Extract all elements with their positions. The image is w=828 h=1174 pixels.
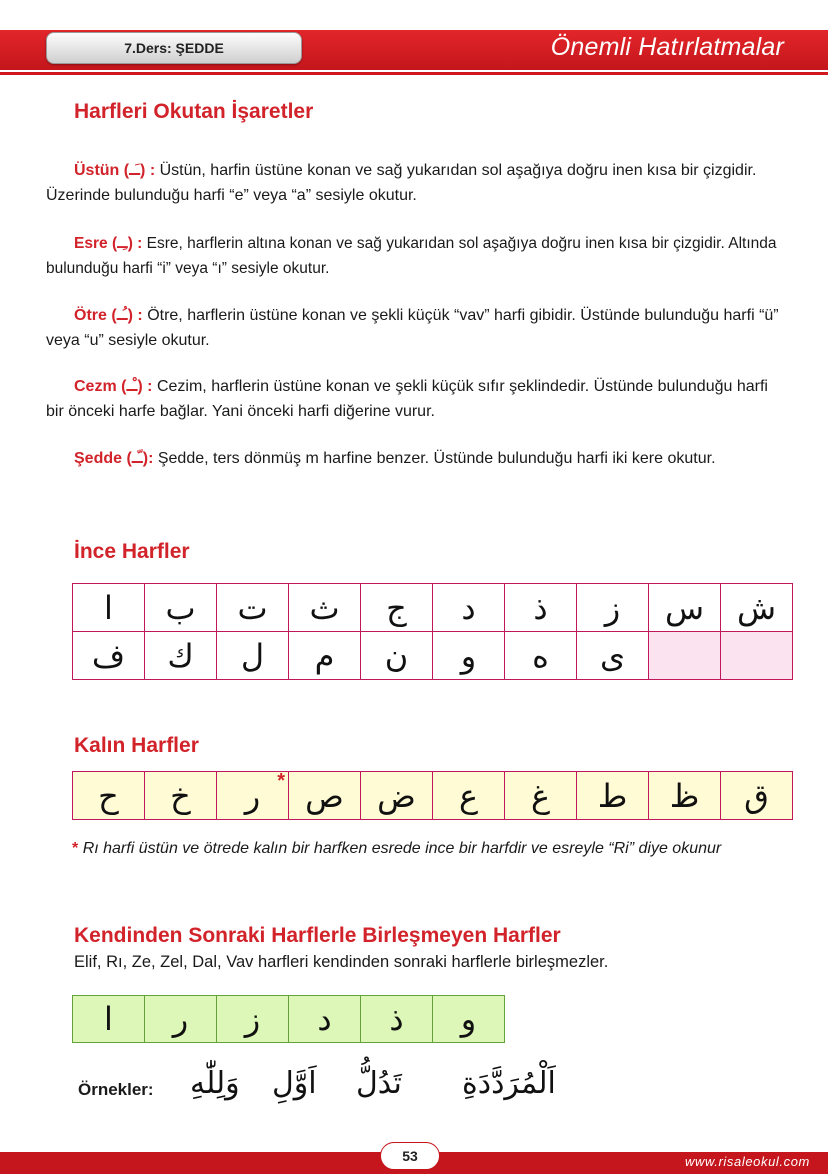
- letter-cell: ا: [73, 996, 145, 1043]
- examples-label: Örnekler:: [78, 1080, 154, 1099]
- sign-text: Esre, harflerin altına konan ve sağ yukarıdan sol aşağıya doğru inen kısa bir çizgidir. Altında bulunduğu harfi “i” veya “ı” sesiyle okutur.: [46, 235, 777, 277]
- example-word: وَلِلّٰهِ: [190, 1066, 240, 1101]
- sign-symbol: (ـَـ) :: [123, 162, 156, 179]
- empty-cell: [649, 632, 721, 680]
- sign-term: Şedde: [74, 450, 123, 467]
- ince-section-title: İnce Harfler: [74, 540, 190, 563]
- lesson-badge: 7.Ders: ŞEDDE: [46, 32, 302, 64]
- ri-footnote: [72, 840, 812, 858]
- example-word: اَوَّلِ: [272, 1066, 317, 1101]
- letter-cell: ا: [73, 584, 145, 632]
- letter-cell: ى: [577, 632, 649, 680]
- sign-text: Cezim, harflerin üstüne konan ve şekli küçük sıfır şeklindedir. Üstünde bulunduğu harfi bir önceki harfe bağlar. Yani önceki harfi diğerine vurur.: [46, 378, 768, 420]
- footnote-text: Rı harfi üstün ve ötrede kalın bir harfken esrede ince bir harfdir ve esreyle “Ri” diye okunur: [82, 840, 722, 857]
- page-header-title: Önemli Hatırlatmalar: [550, 33, 784, 61]
- sign-cezm: [46, 374, 786, 424]
- letter-cell: ح: [73, 772, 145, 820]
- nonjoin-description: Elif, Rı, Ze, Zel, Dal, Vav harfleri kendinden sonraki harflerle birleşmezler.: [74, 953, 609, 971]
- sign-text: Üstün, harfin üstüne konan ve sağ yukarıdan sol aşağıya doğru inen kısa bir çizgidir. Üzerinde bulunduğu harfi “e” veya “a” sesiyle okutur.: [46, 162, 757, 204]
- letter-cell: س: [649, 584, 721, 632]
- letter-cell: ظ: [649, 772, 721, 820]
- footer-url: www.risaleokul.com: [685, 1154, 810, 1169]
- sign-symbol: (ـُـ) :: [111, 307, 143, 324]
- ince-letters-table: [72, 583, 793, 680]
- kalin-letters-table: [72, 771, 793, 820]
- header-rule: [0, 72, 828, 75]
- letter-cell: ج: [361, 584, 433, 632]
- letter-cell: ز: [217, 996, 289, 1043]
- letter-cell: ص: [289, 772, 361, 820]
- sign-term: Üstün: [74, 162, 120, 179]
- letter-cell: ك: [145, 632, 217, 680]
- asterisk-mark: *: [72, 840, 79, 857]
- kalin-section-title: Kalın Harfler: [74, 734, 199, 757]
- page-number: 53: [380, 1142, 440, 1170]
- letter-cell: ه: [505, 632, 577, 680]
- nonjoin-section-title: Kendinden Sonraki Harflerle Birleşmeyen Harfler: [74, 924, 561, 947]
- letter-cell: م: [289, 632, 361, 680]
- sign-text: Şedde, ters dönmüş m harfine benzer. Üstünde bulunduğu harfi iki kere okutur.: [157, 450, 716, 467]
- sign-esre: [46, 231, 786, 281]
- letter-cell: غ: [505, 772, 577, 820]
- letter-cell: ت: [217, 584, 289, 632]
- letter-cell-ri: [217, 772, 289, 820]
- sign-sedde: [46, 446, 786, 471]
- sign-ustun: [46, 158, 786, 208]
- letter-cell: ع: [433, 772, 505, 820]
- sign-symbol: (ـِـ) :: [111, 235, 143, 252]
- letter-cell: ث: [289, 584, 361, 632]
- sign-otre: [46, 303, 786, 353]
- letter-cell: ذ: [505, 584, 577, 632]
- example-word: تَدُلُّ: [356, 1066, 402, 1101]
- letter-cell: ل: [217, 632, 289, 680]
- letter-cell: و: [433, 632, 505, 680]
- sign-term: Esre: [74, 235, 108, 252]
- table-row: [73, 584, 793, 632]
- sign-text: Ötre, harflerin üstüne konan ve şekli küçük “vav” harfi gibidir. Üstünde bulunduğu harfi “ü” veya “u” sesiyle okutur.: [46, 307, 779, 349]
- letter-cell: ذ: [361, 996, 433, 1043]
- sign-term: Cezm: [74, 378, 117, 395]
- sign-term: Ötre: [74, 307, 107, 324]
- table-row: [73, 632, 793, 680]
- example-word: اَلْمُرَدَّدَةِ: [462, 1066, 556, 1101]
- letter-cell: ط: [577, 772, 649, 820]
- sign-symbol: (ـّـ):: [126, 450, 154, 467]
- nonjoin-letters-table: [72, 995, 505, 1043]
- letter-cell: خ: [145, 772, 217, 820]
- letter-cell: ش: [721, 584, 793, 632]
- letter-cell: ر: [145, 996, 217, 1043]
- letter-cell: و: [433, 996, 505, 1043]
- table-row: [73, 996, 505, 1043]
- letter-cell: ق: [721, 772, 793, 820]
- letter-cell: ب: [145, 584, 217, 632]
- letter-cell: ز: [577, 584, 649, 632]
- letter-cell: د: [433, 584, 505, 632]
- letter: ر: [244, 776, 261, 815]
- table-row: [73, 772, 793, 820]
- signs-section-title: Harfleri Okutan İşaretler: [74, 100, 314, 123]
- letter-cell: ف: [73, 632, 145, 680]
- letter-cell: ن: [361, 632, 433, 680]
- asterisk-mark: *: [277, 770, 285, 792]
- empty-cell: [721, 632, 793, 680]
- letter-cell: د: [289, 996, 361, 1043]
- letter-cell: ض: [361, 772, 433, 820]
- sign-symbol: (ـْـ) :: [121, 378, 153, 395]
